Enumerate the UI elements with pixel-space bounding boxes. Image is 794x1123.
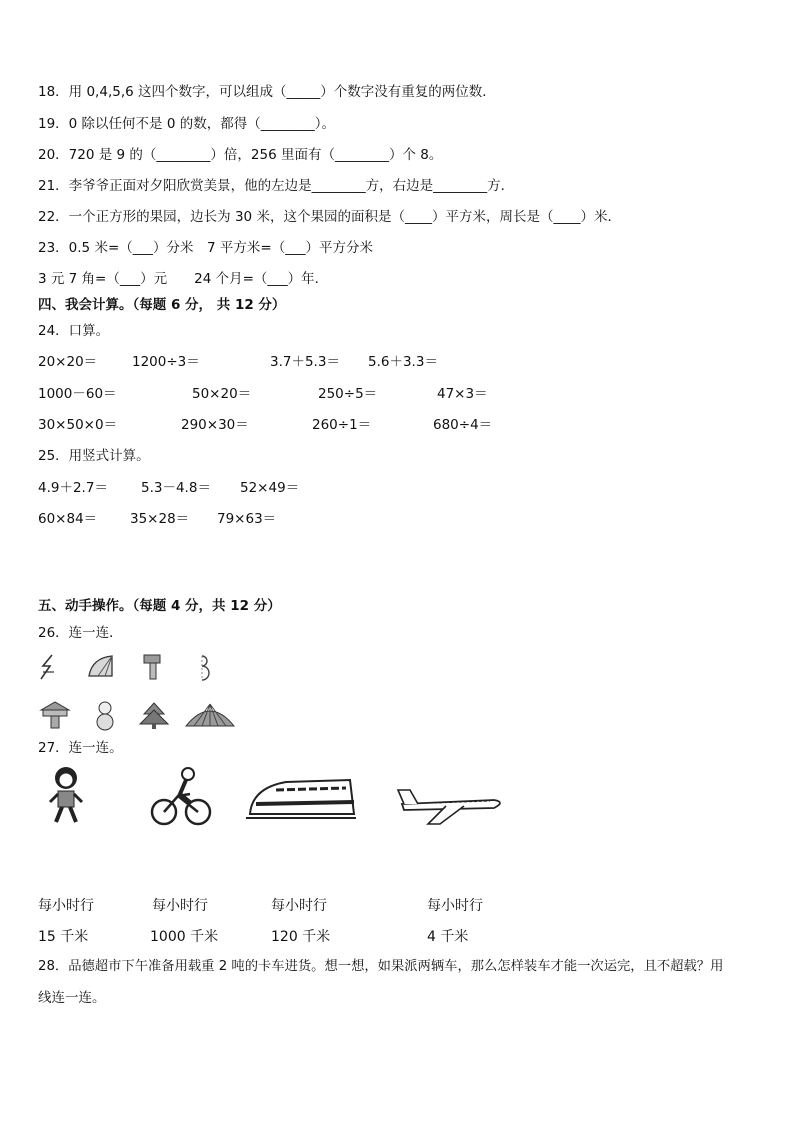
train-icon: [246, 774, 358, 822]
cyclist-icon: [150, 766, 212, 828]
question-22: 22．一个正方形的果园，边长为 30 米，这个果园的面积是（____）平方米，周长是（____）米．: [38, 209, 621, 225]
vertical-item: 60×84＝: [38, 511, 98, 527]
speed-heading: 每小时行: [427, 898, 483, 914]
oral-item: 1200÷3＝: [132, 354, 200, 370]
oral-item: 680÷4＝: [433, 417, 493, 433]
vertical-item: 35×28＝: [130, 511, 190, 527]
umbrella-icon: [184, 702, 236, 728]
oral-item: 1000－60＝: [38, 386, 117, 402]
oral-item: 5.6＋3.3＝: [368, 354, 438, 370]
oral-item: 250÷5＝: [318, 386, 378, 402]
section-4-title: 四、我会计算。（每题 6 分， 共 12 分）: [38, 297, 286, 313]
question-23-line1: 23．0.5 米=（___）分米 7 平方米=（___）平方分米: [38, 240, 373, 256]
half-snowman-icon: [192, 652, 212, 682]
oral-item: 20×20＝: [38, 354, 98, 370]
question-18: 18．用 0,4,5,6 这四个数字，可以组成（_____）个数字没有重复的两位数．: [38, 84, 496, 100]
oral-item: 290×30＝: [181, 417, 249, 433]
question-25: 25．用竖式计算。: [38, 448, 150, 464]
half-umbrella-icon: [86, 652, 116, 680]
question-20: 20．720 是 9 的（________）倍，256 里面有（________）个 8。: [38, 147, 443, 163]
speed-heading: 每小时行: [271, 898, 327, 914]
speed-heading: 每小时行: [38, 898, 94, 914]
snowman-icon: [94, 700, 116, 732]
speed-value: 1000 千米: [150, 929, 219, 945]
question-26: 26．连一连．: [38, 625, 123, 641]
half-lightning-icon: [36, 652, 62, 682]
speed-value: 120 千米: [271, 929, 331, 945]
vertical-item: 5.3－4.8＝: [141, 480, 211, 496]
speed-value: 4 千米: [427, 929, 469, 945]
oral-item: 50×20＝: [192, 386, 252, 402]
oral-item: 47×3＝: [437, 386, 488, 402]
question-19: 19．0 除以任何不是 0 的数，都得（________）。: [38, 116, 335, 132]
section-5-title: 五、动手操作。（每题 4 分，共 12 分）: [38, 598, 281, 614]
question-27: 27．连一连。: [38, 740, 123, 756]
half-house-icon: [140, 652, 164, 682]
tree-icon: [138, 700, 170, 730]
oral-item: 3.7＋5.3＝: [270, 354, 340, 370]
vertical-item: 52×49＝: [240, 480, 300, 496]
speed-heading: 每小时行: [152, 898, 208, 914]
airplane-icon: [394, 784, 510, 826]
vertical-item: 4.9＋2.7＝: [38, 480, 108, 496]
speed-value: 15 千米: [38, 929, 89, 945]
question-23-line2: 3 元 7 角=（___）元 24 个月=（___）年．: [38, 271, 329, 287]
question-21: 21．李爷爷正面对夕阳欣赏美景，他的左边是________方，右边是________方．: [38, 178, 515, 194]
question-28-line2: 线连一连。: [38, 990, 106, 1006]
question-24: 24．口算。: [38, 323, 110, 339]
oral-item: 260÷1＝: [312, 417, 372, 433]
house-icon: [38, 700, 72, 730]
walking-girl-icon: [44, 764, 90, 826]
vertical-item: 79×63＝: [217, 511, 277, 527]
question-28-line1: 28．品德超市下午准备用载重 2 吨的卡车进货。想一想，如果派两辆车，那么怎样装车才能一次运完，且不超载？用: [38, 959, 724, 974]
oral-item: 30×50×0＝: [38, 417, 118, 433]
